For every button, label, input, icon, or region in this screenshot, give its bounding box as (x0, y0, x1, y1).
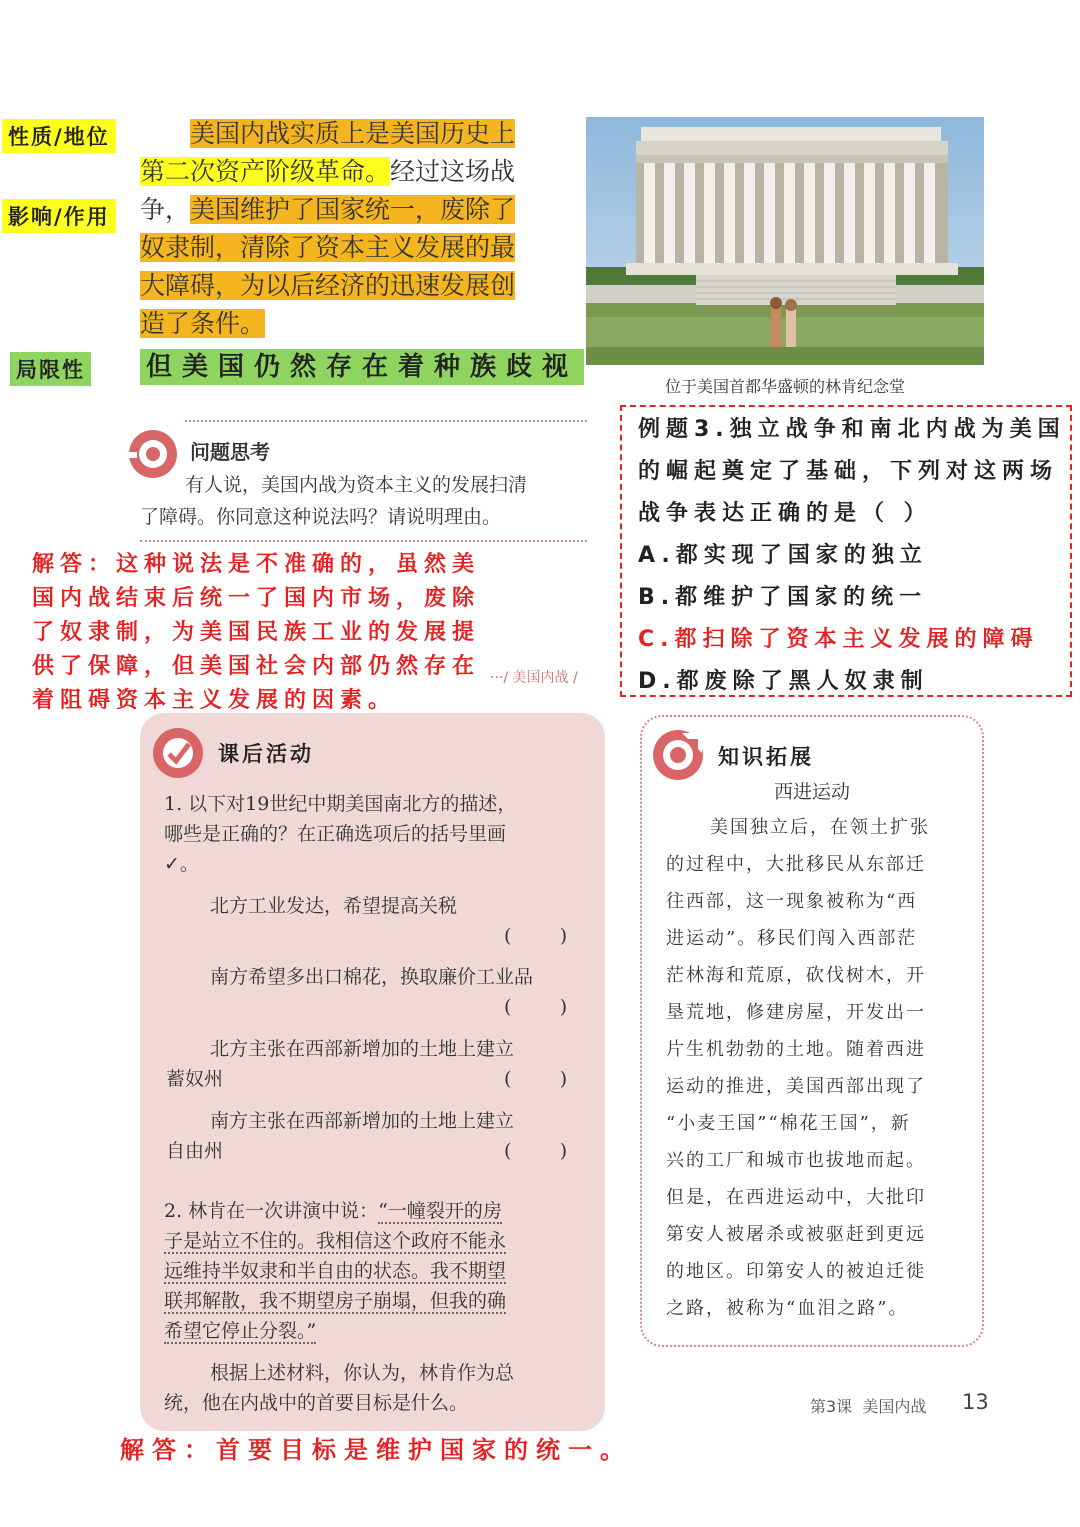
footer-lesson: 第3课 美国内战 (810, 1397, 927, 1416)
main-line-3-highlight: 美国维护了国家统一，废除了 (190, 195, 516, 224)
example-line-2: 的崛起奠定了基础，下列对这两场 (638, 459, 1059, 484)
main-paragraph (140, 115, 540, 343)
answer-1-line-3: 了奴隶制，为美国民族工业的发展提 (32, 620, 481, 645)
option-1-bracket[interactable]: ( ) (504, 925, 568, 947)
refresh-arrow-icon (652, 729, 704, 781)
answer-1 (32, 548, 480, 718)
q1-line-3: ✓。 (164, 853, 199, 875)
q1-line-1: 1. 以下对19世纪中期美国南北方的描述， (164, 793, 517, 815)
limitation-line: 但美国仍然存在着种族歧视 (140, 349, 584, 385)
photo-caption: 位于美国首都华盛顿的林肯纪念堂 (664, 377, 905, 396)
main-line-2-highlight: 第二次资产阶级革命。 (140, 157, 391, 186)
answer-1-line-4: 供了保障，但美国社会内部仍然存在 (32, 654, 481, 679)
kn-line: 的过程中，大批移民从东部迁 (666, 854, 926, 875)
option-2-bracket[interactable]: ( ) (504, 996, 568, 1018)
q1-line-2: 哪些是正确的？在正确选项后的括号里画 (164, 823, 507, 845)
question-mark-icon (127, 428, 179, 480)
knowledge-title: 知识拓展 (718, 745, 814, 769)
kn-line: 第安人被屠杀或被驱赶到更远 (666, 1224, 926, 1245)
main-line-5: 大障碍，为以后经济的迅速发展创 (140, 271, 516, 300)
example-line-3: 战争表达正确的是（ ） (638, 501, 932, 526)
option-2: 南方希望多出口棉花，换取廉价工业品 (210, 966, 534, 988)
side-marker-text: / 美国内战 / (503, 670, 578, 686)
thinking-title: 问题思考 (190, 440, 270, 464)
kn-line: 垦荒地，修建房屋，开发出一 (666, 1002, 926, 1023)
knowledge-subtitle: 西进运动 (773, 781, 850, 803)
answer-2: 解答：首要目标是维护国家的统一。 (120, 1436, 632, 1464)
option-4-line-2: 自由州 (166, 1140, 224, 1162)
tag-impact: 影响/作用 (2, 199, 116, 233)
thinking-line-1: 有人说，美国内战为资本主义的发展扫清 (185, 474, 528, 496)
after-class-activity (140, 713, 605, 1431)
lincoln-memorial-photo (586, 117, 984, 365)
thinking-line-2: 了障碍。你同意这种说法吗？请说明理由。 (140, 506, 502, 528)
kn-line: 茫林海和荒原，砍伐树木，开 (666, 965, 926, 986)
option-4-bracket[interactable]: ( ) (504, 1140, 568, 1162)
q2-line-3: 远维持半奴隶和半自由的状态。我不期望 (164, 1260, 507, 1282)
kn-line: 运动的推进，美国西部出现了 (666, 1076, 926, 1097)
knowledge-extension (640, 715, 984, 1347)
q2-line-5: 希望它停止分裂。” (164, 1320, 317, 1342)
kn-line: 但是，在西进运动中，大批印 (666, 1187, 926, 1208)
option-d: D.都废除了黑人奴隶制 (638, 669, 929, 694)
q2-line-1-start: 2. 林肯在一次讲演中说： (164, 1200, 379, 1222)
main-line-6: 造了条件。 (140, 309, 266, 338)
side-marker: ···/ 美国内战 / (490, 670, 578, 686)
main-line-2-rest: 经过这场战 (390, 157, 516, 186)
option-3-line-2: 蓄奴州 (166, 1068, 224, 1090)
option-3-line-1: 北方主张在西部新增加的土地上建立 (210, 1038, 515, 1060)
option-1: 北方工业发达，希望提高关税 (210, 895, 458, 917)
tag-nature: 性质/地位 (2, 119, 116, 153)
tag-limit: 局限性 (10, 352, 91, 386)
q2-line-7: 统，他在内战中的首要目标是什么。 (164, 1392, 469, 1414)
check-pen-icon (152, 727, 204, 779)
main-line-3-start: 争， (140, 195, 191, 224)
q2-line-4: 联邦解散，我不期望房子崩塌，但我的确 (164, 1290, 507, 1312)
option-3-bracket[interactable]: ( ) (504, 1068, 568, 1090)
activity-title: 课后活动 (218, 742, 314, 766)
example-line-1: 例题3.独立战争和南北内战为美国 (638, 417, 1066, 442)
page-number: 13 (962, 1390, 989, 1414)
kn-line: 兴的工厂和城市也拔地而起。 (666, 1150, 926, 1171)
main-line-4: 奴隶制，清除了资本主义发展的最 (140, 233, 516, 262)
thinking-bottom-divider (140, 540, 587, 542)
example-question-box (620, 405, 1072, 697)
kn-line: 的地区。印第安人的被迫迁徙 (666, 1261, 926, 1282)
main-line-1: 美国内战实质上是美国历史上 (190, 119, 516, 148)
q2-line-1-quote: “一幢裂开的房 (378, 1200, 502, 1222)
knowledge-body (666, 809, 930, 1327)
q2-line-6: 根据上述材料，你认为，林肯作为总 (210, 1362, 515, 1384)
kn-line: 往西部，这一现象被称为“西 (666, 891, 918, 912)
thinking-top-divider (185, 420, 587, 422)
kn-line: 片生机勃勃的土地。随着西进 (666, 1039, 926, 1060)
option-b: B.都维护了国家的统一 (638, 585, 928, 610)
q2-line-2: 子是站立不住的。我相信这个政府不能永 (164, 1230, 507, 1252)
option-4-line-1: 南方主张在西部新增加的土地上建立 (210, 1110, 515, 1132)
kn-line: 美国独立后，在领土扩张 (710, 817, 930, 838)
answer-1-line-2: 国内战结束后统一了国内市场，废除 (32, 586, 481, 611)
answer-1-line-5: 着阻碍资本主义发展的因素。 (32, 688, 397, 713)
option-c-answer: C.都扫除了资本主义发展的障碍 (638, 627, 1039, 652)
kn-line: “小麦王国”“棉花王国”，新 (666, 1113, 911, 1134)
kn-line: 之路，被称为“血泪之路”。 (666, 1298, 909, 1319)
option-a: A.都实现了国家的独立 (638, 543, 928, 568)
answer-1-line-1: 解答：这种说法是不准确的，虽然美 (32, 552, 481, 577)
kn-line: 进运动”。移民们闯入西部茫 (666, 928, 918, 949)
